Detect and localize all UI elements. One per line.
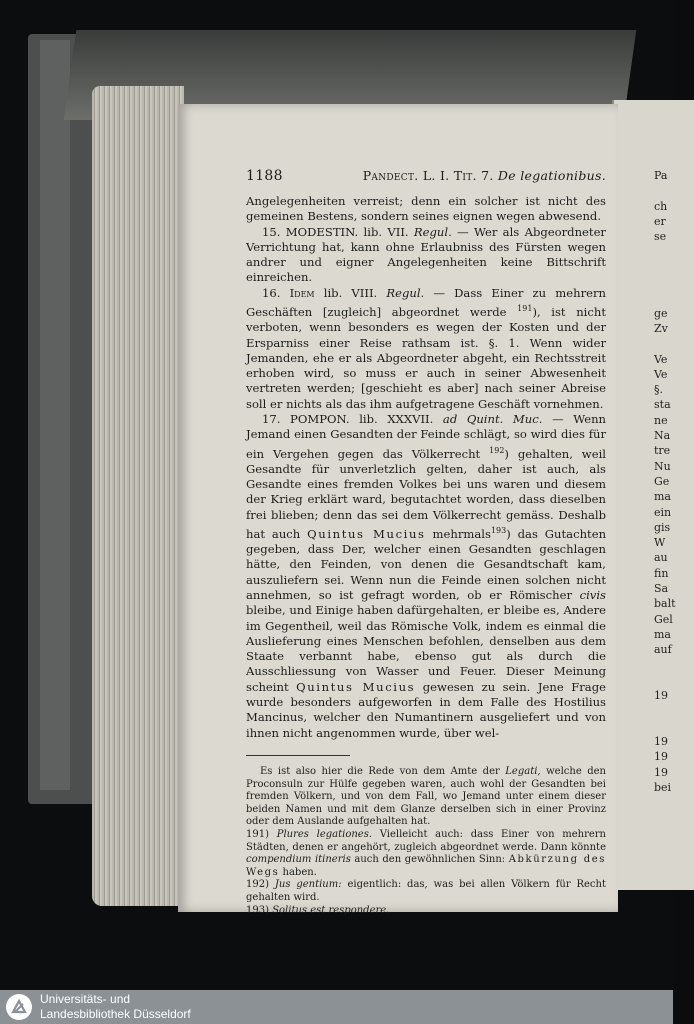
right-page-fragment: Zv <box>654 321 668 335</box>
running-header <box>246 168 606 184</box>
right-page-fragment: ma <box>654 627 671 641</box>
footnote-ref[interactable]: 191 <box>517 304 533 314</box>
right-page-fragment: W <box>654 536 666 550</box>
paragraph: Angelegenheiten verreist; denn ein solcher ist nicht des gemeinen Bestens, sondern seines eignen wegen abwesend. <box>246 194 606 224</box>
right-page-fragment: ne <box>654 413 668 427</box>
right-page-fragment: ein <box>654 505 672 519</box>
right-page-fragment <box>654 244 674 259</box>
library-name-line2: Landesbibliothek Düsseldorf <box>40 1007 191 1021</box>
right-page-fragment <box>654 703 674 718</box>
footnote: Es ist also hier die Rede von dem Amte der Legati, welche den Proconsuln zur Hülfe gegeben waren, auch wohl der Gesandten bei fremden Völkern, und von dem Fall, wo Jemand unter einem dieser beiden Namen und mit dem Glanze derselben sich in einer Provinz oder dem Auslande aufgehalten hat. <box>246 765 606 828</box>
paragraph: 17. POMPON. lib. XXXVII. ad Quint. Muc. — Wenn Jemand einen Gesandten der Feinde schlägt, so wird dies für ein Vergehen gegen das Völkerrecht $^{192}$) gehalten, weil Gesandte für unverletzlich gelten, daher ist auch, als Gesandte eines fremden Volkes bei uns waren und diesem der Krieg erklärt ward, begutachtet worden, dass dieselben frei blieben; denn das sei dem Völkerrecht gemäss. Deshalb hat auch Quintus Mucius mehrmals$^{193}$) das Gutachten gegeben, dass Der, welcher einen Gesandten geschlagen hätte, den Feinden, von denen die Gesandtschaft kam, auszuliefern sei. Wenn nun die Feinde einen solchen nicht annehmen, so ist gefragt worden, ob er Römischer civis bleibe, und Einige haben dafürgehalten, er bleibe es, Andere im Gegentheil, weil das Römische Volk, indem es einmal die Auslieferung eines Menschen befohlen, denselben aus dem Staate verbannt habe, ebenso gut als durch die Ausschliessung von Wasser und Feuer. Dieser Meinung scheint Quintus Mucius gewesen zu sein. Jene Frage wurde besonders aufgeworfen in dem Falle des Hostilius Mancinus, welcher den Numantinern ausgeliefert und von ihnen nicht angenommen wurde, über wel- <box>246 412 607 740</box>
right-page-fragment: auf <box>654 643 672 657</box>
right-page-fragment: Ve <box>654 352 668 366</box>
footnote-193: 193) Solitus est respondere. <box>246 904 390 916</box>
right-page-fragment: Sa <box>654 582 669 596</box>
footnote-rule <box>246 755 350 756</box>
paragraph: 16. Idem lib. VIII. Regul. — Dass Einer zu mehrern Geschäften [zugleich] abgeordnet werde $^{191}$), ist nicht verboten, wenn besonders es wegen der Kosten und der Ersparniss einer Reise rathsam ist. §. 1. Wenn wider Jemanden, ehe er als Abgeordneter abgeht, ein Rechtsstreit erhoben wird, so muss er auch in seiner Abwesenheit vertreten werden; [geschieht es aber] nach seiner Abreise soll er nichts als das ihm aufgetragene Geschäft vornehmen. <box>246 285 606 411</box>
right-page-fragment: 19 <box>654 765 668 779</box>
right-page-fragment: ge <box>654 306 668 320</box>
right-page-fragment: §. <box>654 383 663 397</box>
right-page-fragment: Ve <box>654 367 668 381</box>
right-page-fragment: 19 <box>654 689 668 703</box>
right-page-fragment: gis <box>654 520 671 534</box>
right-page-fragment <box>654 290 674 305</box>
footnote-ref[interactable]: 192 <box>489 445 505 455</box>
right-page-fragment <box>654 275 674 290</box>
footnote-191: 191) Plures legationes. Vielleicht auch: dass Einer von mehrern Städten, denen er angehört, zugleich abgeordnet werde. Dann könnte compendium itineris auch den gewöhnlichen Sinn: Abkürzung des Wegs haben. <box>246 828 606 878</box>
right-page-fragment: ch <box>654 199 668 213</box>
right-page-fragment: au <box>654 551 668 565</box>
right-page-fragment <box>654 673 674 688</box>
right-page-fragment <box>654 183 674 198</box>
right-page-fragment: bei <box>654 780 672 794</box>
footnotes <box>246 766 606 917</box>
right-page-fragment: Nu <box>654 459 671 473</box>
right-page-fragment: Ge <box>654 474 670 488</box>
right-page-fragment <box>654 719 674 734</box>
right-page-fragment: Gel <box>654 612 673 626</box>
footnote-192: 192) Jus gentium: eigentlich: das, was bei allen Völkern für Recht gehalten wird. <box>246 879 606 903</box>
running-title: Pandect. L. I. Tit. 7. De legationibus. <box>362 168 606 183</box>
page-content <box>246 168 606 917</box>
right-page-fragment <box>654 336 674 351</box>
right-page-fragment: er <box>654 214 666 228</box>
right-page-fragment: Pa <box>654 169 668 182</box>
footnote-ref[interactable]: 193 <box>490 525 507 535</box>
right-page-fragment: tre <box>654 444 671 458</box>
right-page <box>612 100 694 890</box>
right-page-text <box>654 168 674 795</box>
right-page-fragment: 19 <box>654 750 668 764</box>
main-text <box>246 194 606 741</box>
page-number: 1188 <box>246 168 283 184</box>
library-name-line1: Universitäts- und <box>40 992 131 1006</box>
page-fore-edge <box>92 86 184 906</box>
library-logo-icon <box>6 994 32 1020</box>
right-page-fragment <box>654 658 674 673</box>
right-page-fragment: balt <box>654 597 676 611</box>
right-page-fragment: Na <box>654 429 671 443</box>
library-banner[interactable] <box>0 990 673 1024</box>
right-page-fragment <box>654 260 674 275</box>
right-page-fragment: fin <box>654 566 669 580</box>
right-page-fragment: 19 <box>654 734 668 748</box>
right-page-fragment: ma <box>654 490 671 504</box>
right-page-fragment: se <box>654 230 667 244</box>
right-page-fragment: sta <box>654 398 671 412</box>
paragraph: 15. MODESTIN. lib. VII. Regul. — Wer als Abgeordneter Verrichtung hat, kann ohne Erlaubniss des Fürsten wegen andrer und eigner Angelegenheiten keine Bittschrift einreichen. <box>246 224 606 285</box>
cover-edge <box>40 40 70 790</box>
